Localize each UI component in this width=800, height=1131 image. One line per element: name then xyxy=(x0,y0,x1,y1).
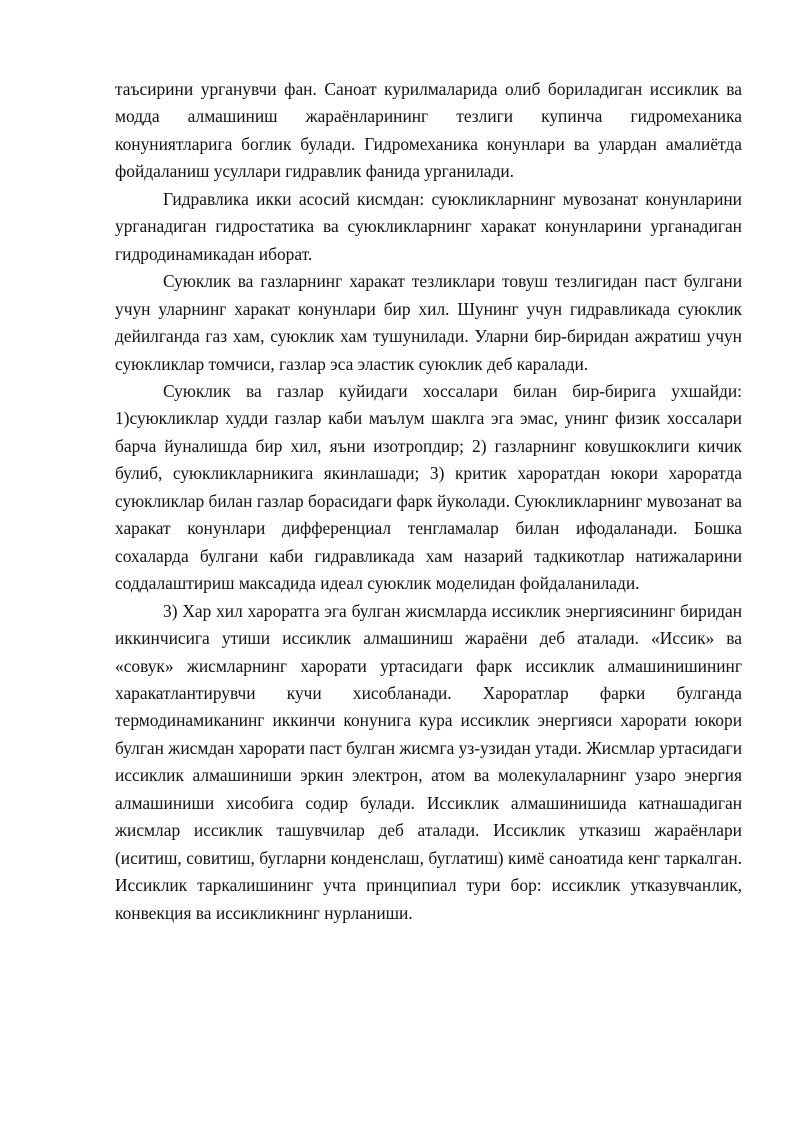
paragraph-5: 3) Хар хил хароратга эга булган жисмларда иссиклик энергиясининг биридан иккинчисига утиши иссиклик алмашиниш жараёни деб аталади. «Иссик» ва «совук» жисмларнинг харорати уртасидаги фарк иссиклик алмашинишининг харакатлантирувчи кучи хисобланади. Хароратлар фарки булганда термодинамиканинг иккинчи конунига кура иссиклик энергияси харорати юкори булган жисмдан харорати паст булган жисмга уз-узидан утади. Жисмлар уртасидаги иссиклик алмашиниши эркин электрон, атом ва молекулаларнинг узаро энергия алмашиниши хисобига содир булади. Иссиклик алмашинишида катнашадиган жисмлар иссиклик ташувчилар деб аталади. Иссиклик утказиш жараёнлари (иситиш, совитиш, бугларни конденслаш, буглатиш) кимё саноатида кенг таркалган. Иссиклик таркалишининг учта принципиал тури бор: иссиклик утказувчанлик, конвекция ва иссикликнинг нурланиши. xyxy=(115,600,742,923)
paragraph-2: Гидравлика икки асосий кисмдан: суюкликларнинг мувозанат конунларини урганадиган гидростатика ва суюкликларнинг харакат конунларини урганадиган гидродинамикадан иборат. xyxy=(115,188,742,264)
paragraph-3: Суюклик ва газларнинг харакат тезликлари товуш тезлигидан паст булгани учун уларнинг харакат конунлари бир хил. Шунинг учун гидравликада суюклик дейилганда газ хам, суюклик хам тушунилади. Уларни бир-биридан ажратиш учун суюкликлар томчиси, газлар эса эластик суюклик деб каралади. xyxy=(115,271,742,374)
paragraph-1: таъсирини урганувчи фан. Саноат курилмаларида олиб бориладиган иссиклик ва модда алмашиниш жараёнларининг тезлиги купинча гидромеханика конуниятларига боглик булади. Гидромеханика конунлари ва улардан амалиётда фойдаланиш усуллари гидравлик фанида урганилади. xyxy=(115,79,742,182)
paragraph-4: Суюклик ва газлар куйидаги хоссалари билан бир-бирига ухшайди: 1)суюкликлар худди газлар каби маълум шаклга эга эмас, унинг физик хоссалари барча йуналишда бир хил, яъни изотропдир; 2) газларнинг ковушкоклиги кичик булиб, суюкликларникига якинлашади; 3) критик хароратдан юкори хароратда суюкликлар билан газлар борасидаги фарк йуколади. Суюкликларнинг мувозанат ва харакат конунлари дифференциал тенгламалар билан ифодаланади. Бошка сохаларда булгани каби гидравликада хам назарий тадкикотлар натижаларини соддалаштириш максадида идеал суюклик моделидан фойдаланилади. xyxy=(115,380,742,594)
document-page xyxy=(115,76,742,927)
